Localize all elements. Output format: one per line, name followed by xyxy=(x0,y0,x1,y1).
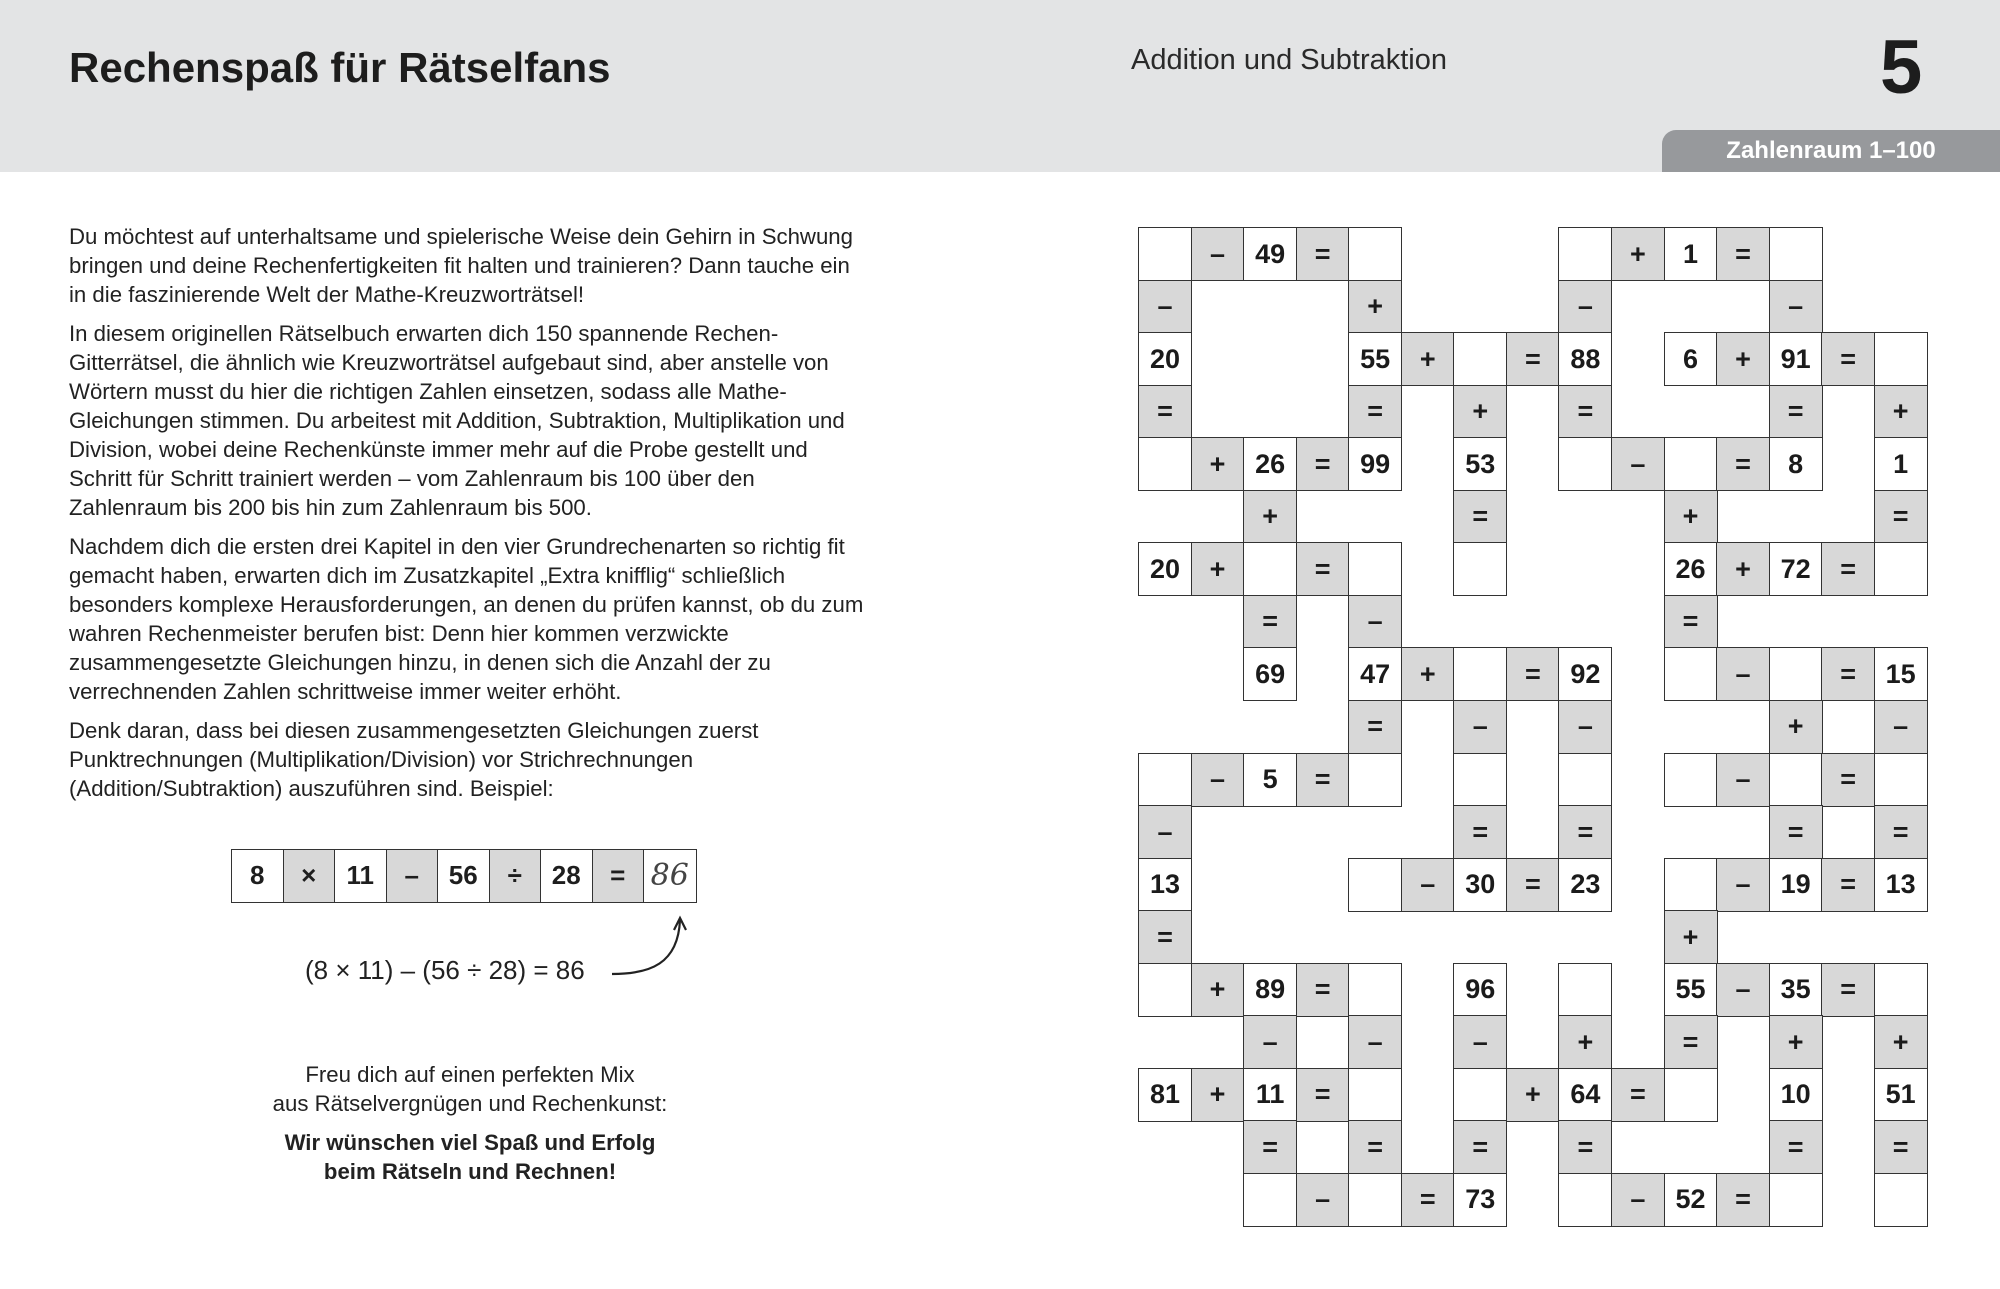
answer-cell[interactable] xyxy=(1138,963,1192,1017)
example-equation xyxy=(231,849,697,903)
number-cell: 64 xyxy=(1558,1068,1612,1122)
operator-cell: + xyxy=(1401,647,1455,701)
number-cell: 47 xyxy=(1348,647,1402,701)
operator-cell: = xyxy=(1821,542,1875,596)
operator-cell: = xyxy=(1506,332,1560,386)
operator-cell: – xyxy=(1716,963,1770,1017)
operator-cell: – xyxy=(1401,858,1455,912)
operator-cell: – xyxy=(1716,647,1770,701)
operator-cell: = xyxy=(1296,963,1350,1017)
operator-cell: + xyxy=(1191,1068,1245,1122)
operator-cell: = xyxy=(1821,332,1875,386)
outro-bold-line: beim Rätseln und Rechnen! xyxy=(323,1159,617,1184)
number-cell: 26 xyxy=(1243,437,1297,491)
operator-cell: = xyxy=(1611,1068,1665,1122)
number-cell: 49 xyxy=(1243,227,1297,281)
operator-cell: + xyxy=(1716,332,1770,386)
answer-cell[interactable] xyxy=(1769,1173,1823,1227)
answer-cell[interactable] xyxy=(1348,1068,1402,1122)
operator-cell: + xyxy=(1769,700,1823,754)
operator-cell: = xyxy=(1874,1120,1928,1174)
answer-cell[interactable] xyxy=(1243,542,1297,596)
example-operator-cell: – xyxy=(387,850,439,902)
operator-cell: = xyxy=(1453,1120,1507,1174)
number-cell: 53 xyxy=(1453,437,1507,491)
example-operator-cell: ÷ xyxy=(490,850,542,902)
operator-cell: = xyxy=(1716,1173,1770,1227)
number-cell: 92 xyxy=(1558,647,1612,701)
operator-cell: + xyxy=(1874,1015,1928,1069)
number-cell: 96 xyxy=(1453,963,1507,1017)
answer-cell[interactable] xyxy=(1453,647,1507,701)
operator-cell: = xyxy=(1348,700,1402,754)
chapter-title: Addition und Subtraktion xyxy=(1131,44,1447,76)
operator-cell: – xyxy=(1296,1173,1350,1227)
intro-paragraph: In diesem originellen Rätselbuch erwarten dich 150 spannende Rechen-Gitterrätsel, die ähnlich wie Kreuzworträtsel aufgebaut sind, aber anstelle von Wörtern musst du hier die richtigen Zahlen einsetzen, sodass alle Mathe-Gleichungen stimmen. Du arbeitest mit Addition, Subtraktion, Multiplikation und Division, wobei deine Rechenkünste immer mehr auf die Probe gestellt und Schritt für Schritt trainiert werden – vom Zahlenraum bis 100 über den Zahlenraum bis 200 bis hin zum Zahlenraum bis 500. xyxy=(69,321,845,520)
operator-cell: + xyxy=(1348,280,1402,334)
operator-cell: + xyxy=(1191,542,1245,596)
number-cell: 51 xyxy=(1874,1068,1928,1122)
example-explanation: (8 × 11) – (56 ÷ 28) = 86 xyxy=(305,955,585,985)
intro-paragraph: Denk daran, dass bei diesen zusammengesetzten Gleichungen zuerst Punktrechnungen (Multiplikation/Division) vor Strichrechnungen (Addition/Subtraktion) auszuführen sind. Beispiel: xyxy=(69,718,759,801)
answer-cell[interactable] xyxy=(1664,437,1718,491)
operator-cell: = xyxy=(1243,595,1297,649)
operator-cell: + xyxy=(1558,1015,1612,1069)
operator-cell: = xyxy=(1821,647,1875,701)
outro-line: aus Rätselvergnügen und Rechenkunst: xyxy=(272,1091,668,1116)
answer-cell[interactable] xyxy=(1558,1173,1612,1227)
operator-cell: – xyxy=(1348,1015,1402,1069)
number-cell: 30 xyxy=(1453,858,1507,912)
number-cell: 91 xyxy=(1769,332,1823,386)
operator-cell: = xyxy=(1874,490,1928,544)
outro-line: Freu dich auf einen perfekten Mix xyxy=(305,1062,635,1087)
number-cell: 20 xyxy=(1138,542,1192,596)
answer-cell[interactable] xyxy=(1769,753,1823,807)
operator-cell: – xyxy=(1453,700,1507,754)
answer-cell[interactable] xyxy=(1874,542,1928,596)
answer-cell[interactable] xyxy=(1769,227,1823,281)
operator-cell: = xyxy=(1821,963,1875,1017)
answer-cell[interactable] xyxy=(1664,1068,1718,1122)
number-cell: 6 xyxy=(1664,332,1718,386)
answer-cell[interactable] xyxy=(1874,1173,1928,1227)
operator-cell: – xyxy=(1716,858,1770,912)
number-cell: 1 xyxy=(1874,437,1928,491)
operator-cell: = xyxy=(1558,385,1612,439)
number-cell: 81 xyxy=(1138,1068,1192,1122)
number-cell: 26 xyxy=(1664,542,1718,596)
operator-cell: + xyxy=(1191,437,1245,491)
example-answer-cell: 86 xyxy=(644,850,696,902)
operator-cell: = xyxy=(1664,595,1718,649)
number-cell: 88 xyxy=(1558,332,1612,386)
operator-cell: = xyxy=(1558,1120,1612,1174)
operator-cell: = xyxy=(1296,753,1350,807)
operator-cell: = xyxy=(1296,1068,1350,1122)
number-cell: 99 xyxy=(1348,437,1402,491)
number-cell: 5 xyxy=(1243,753,1297,807)
operator-cell: = xyxy=(1558,805,1612,859)
example-operator-cell: = xyxy=(593,850,645,902)
operator-cell: = xyxy=(1296,542,1350,596)
answer-cell[interactable] xyxy=(1558,227,1612,281)
example-number-cell: 8 xyxy=(232,850,284,902)
operator-cell: = xyxy=(1138,910,1192,964)
operator-cell: – xyxy=(1453,1015,1507,1069)
operator-cell: – xyxy=(1558,700,1612,754)
operator-cell: + xyxy=(1506,1068,1560,1122)
operator-cell: – xyxy=(1716,753,1770,807)
answer-cell[interactable] xyxy=(1348,753,1402,807)
answer-cell[interactable] xyxy=(1348,1173,1402,1227)
answer-cell[interactable] xyxy=(1664,858,1718,912)
number-range-tab: Zahlenraum 1–100 xyxy=(1662,130,2000,172)
operator-cell: + xyxy=(1611,227,1665,281)
operator-cell: = xyxy=(1348,1120,1402,1174)
answer-cell[interactable] xyxy=(1243,1173,1297,1227)
number-cell: 89 xyxy=(1243,963,1297,1017)
operator-cell: = xyxy=(1821,753,1875,807)
operator-cell: – xyxy=(1243,1015,1297,1069)
answer-cell[interactable] xyxy=(1558,753,1612,807)
number-cell: 55 xyxy=(1664,963,1718,1017)
operator-cell: = xyxy=(1821,858,1875,912)
operator-cell: + xyxy=(1664,910,1718,964)
number-cell: 15 xyxy=(1874,647,1928,701)
operator-cell: = xyxy=(1453,490,1507,544)
answer-cell[interactable] xyxy=(1348,542,1402,596)
intro-paragraph: Du möchtest auf unterhaltsame und spielerische Weise dein Gehirn in Schwung bringen und deine Rechenfertigkeiten fit halten und trainieren? Dann tauche ein in die faszinierende Welt der Mathe-Kreuzworträtsel! xyxy=(69,224,853,307)
answer-cell[interactable] xyxy=(1138,437,1192,491)
outro-text xyxy=(220,1060,720,1186)
answer-cell[interactable] xyxy=(1453,1068,1507,1122)
number-cell: 19 xyxy=(1769,858,1823,912)
example-number-cell: 28 xyxy=(541,850,593,902)
intro-text xyxy=(69,222,869,813)
answer-cell[interactable] xyxy=(1664,647,1718,701)
operator-cell: + xyxy=(1453,385,1507,439)
operator-cell: = xyxy=(1506,858,1560,912)
number-cell: 72 xyxy=(1769,542,1823,596)
number-cell: 55 xyxy=(1348,332,1402,386)
number-cell: 69 xyxy=(1243,647,1297,701)
operator-cell: – xyxy=(1138,280,1192,334)
intro-paragraph: Nachdem dich die ersten drei Kapitel in den vier Grundrechenarten so richtig fit gemacht haben, erwarten dich im Zusatzkapitel „Extra knifflig“ schließlich besonders komplexe Herausforderungen, an denen du prüfen kannst, ob du zum wahren Rechenmeister berufen bist: Denn hier kommen verzwickte zusammengesetzte Gleichungen hinzu, in denen sich die Anzahl der zu verrechnenden Zahlen schrittweise immer weiter erhöht. xyxy=(69,534,864,704)
outro-bold-line: Wir wünschen viel Spaß und Erfolg xyxy=(284,1130,656,1155)
operator-cell: = xyxy=(1453,805,1507,859)
example-operator-cell: × xyxy=(284,850,336,902)
operator-cell: = xyxy=(1769,1120,1823,1174)
answer-cell[interactable] xyxy=(1453,542,1507,596)
example-number-cell: 56 xyxy=(438,850,490,902)
number-cell: 13 xyxy=(1874,858,1928,912)
example-number-cell: 11 xyxy=(335,850,387,902)
number-cell: 35 xyxy=(1769,963,1823,1017)
operator-cell: = xyxy=(1296,437,1350,491)
operator-cell: = xyxy=(1243,1120,1297,1174)
operator-cell: – xyxy=(1611,1173,1665,1227)
answer-cell[interactable] xyxy=(1453,332,1507,386)
operator-cell: – xyxy=(1769,280,1823,334)
operator-cell: – xyxy=(1558,280,1612,334)
operator-cell: – xyxy=(1191,227,1245,281)
operator-cell: – xyxy=(1191,753,1245,807)
operator-cell: + xyxy=(1874,385,1928,439)
number-cell: 1 xyxy=(1664,227,1718,281)
operator-cell: = xyxy=(1769,805,1823,859)
operator-cell: + xyxy=(1191,963,1245,1017)
number-cell: 11 xyxy=(1243,1068,1297,1122)
number-cell: 23 xyxy=(1558,858,1612,912)
answer-cell[interactable] xyxy=(1138,227,1192,281)
chapter-number: 5 xyxy=(1880,25,1923,110)
number-cell: 73 xyxy=(1453,1173,1507,1227)
number-cell: 52 xyxy=(1664,1173,1718,1227)
operator-cell: – xyxy=(1138,805,1192,859)
answer-cell[interactable] xyxy=(1138,753,1192,807)
answer-cell[interactable] xyxy=(1453,753,1507,807)
answer-cell[interactable] xyxy=(1348,963,1402,1017)
operator-cell: – xyxy=(1874,700,1928,754)
operator-cell: – xyxy=(1348,595,1402,649)
operator-cell: = xyxy=(1401,1173,1455,1227)
operator-cell: + xyxy=(1664,490,1718,544)
operator-cell: = xyxy=(1769,385,1823,439)
answer-cell[interactable] xyxy=(1874,332,1928,386)
operator-cell: = xyxy=(1716,437,1770,491)
operator-cell: = xyxy=(1506,647,1560,701)
operator-cell: = xyxy=(1138,385,1192,439)
answer-cell[interactable] xyxy=(1874,753,1928,807)
answer-cell[interactable] xyxy=(1558,963,1612,1017)
answer-cell[interactable] xyxy=(1769,647,1823,701)
operator-cell: = xyxy=(1874,805,1928,859)
number-cell: 8 xyxy=(1769,437,1823,491)
operator-cell: + xyxy=(1769,1015,1823,1069)
answer-cell[interactable] xyxy=(1558,437,1612,491)
answer-cell[interactable] xyxy=(1348,858,1402,912)
arrow-icon xyxy=(600,912,690,992)
number-cell: 13 xyxy=(1138,858,1192,912)
operator-cell: + xyxy=(1401,332,1455,386)
operator-cell: = xyxy=(1664,1015,1718,1069)
operator-cell: = xyxy=(1716,227,1770,281)
operator-cell: – xyxy=(1611,437,1665,491)
number-cell: 20 xyxy=(1138,332,1192,386)
number-cell: 10 xyxy=(1769,1068,1823,1122)
answer-cell[interactable] xyxy=(1664,753,1718,807)
operator-cell: = xyxy=(1348,385,1402,439)
operator-cell: + xyxy=(1243,490,1297,544)
answer-cell[interactable] xyxy=(1874,963,1928,1017)
operator-cell: = xyxy=(1296,227,1350,281)
book-title: Rechenspaß für Rätselfans xyxy=(69,44,611,91)
answer-cell[interactable] xyxy=(1348,227,1402,281)
operator-cell: + xyxy=(1716,542,1770,596)
